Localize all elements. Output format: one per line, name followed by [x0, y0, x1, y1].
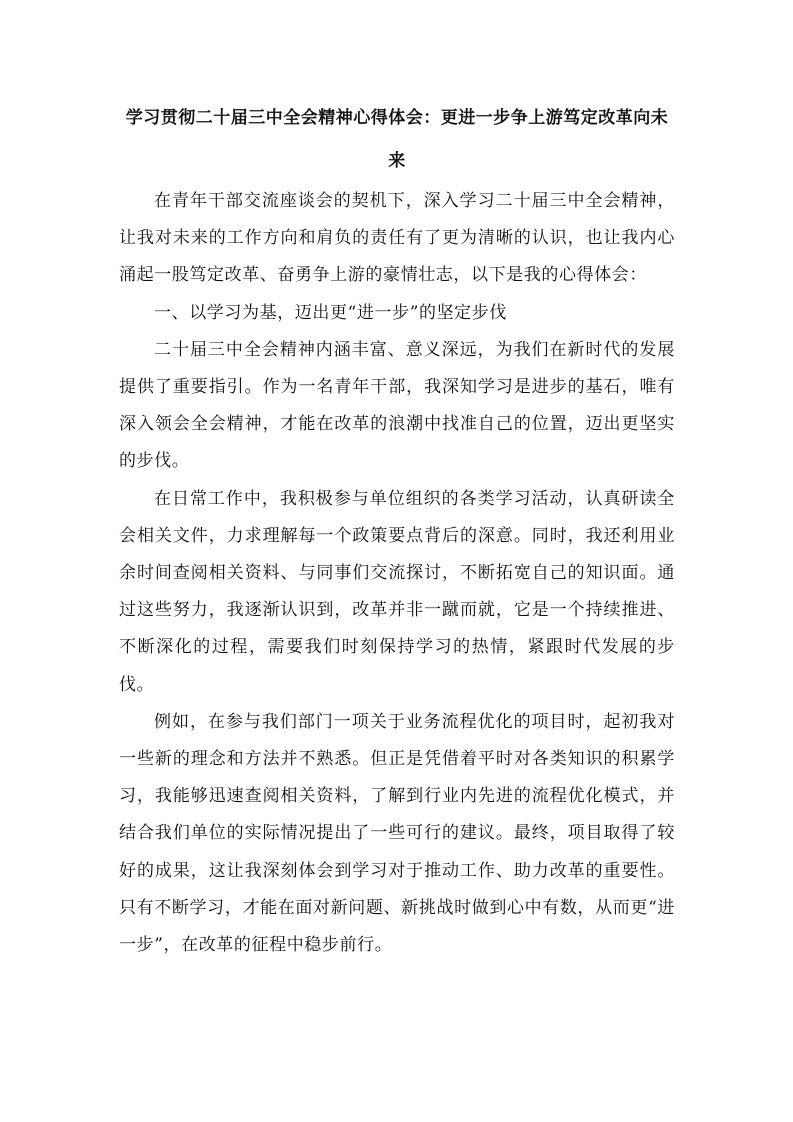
- section-1-paragraph-3: 例如，在参与我们部门一项关于业务流程优化的项目时，起初我对一些新的理念和方法并不熟悉。但正是凭借着平时对各类知识的积累学习，我能够迅速查阅相关资料，了解到行业内先进的流程优化模式，并结合我们单位的实际情况提出了一些可行的建议。最终，项目取得了较好的成果，这让我深刻体会到学习对于推动工作、助力改革的重要性。只有不断学习，才能在面对新问题、新挑战时做到心中有数，从而更“进一步”，在改革的征程中稳步前行。: [119, 711, 675, 956]
- section-1-paragraph-1: 二十届三中全会精神内涵丰富、意义深远，为我们在新时代的发展提供了重要指引。作为一名青年干部，我深知学习是进步的基石，唯有深入领会全会精神，才能在改革的浪潮中找准自己的位置，迈出更坚实的步伐。: [119, 339, 675, 472]
- section-1-heading: 一、以学习为基，迈出更“进一步”的坚定步伐: [154, 302, 507, 323]
- section-1-paragraph-2: 在日常工作中，我积极参与单位组织的各类学习活动，认真研读全会相关文件，力求理解每一个政策要点背后的深意。同时，我还利用业余时间查阅相关资料、与同事们交流探讨，不断拓宽自己的知识面。通过这些努力，我逐渐认识到，改革并非一蹴而就，它是一个持续推进、不断深化的过程，需要我们时刻保持学习的热情，紧跟时代发展的步伐。: [119, 488, 675, 695]
- intro-paragraph: 在青年干部交流座谈会的契机下，深入学习二十届三中全会精神，让我对未来的工作方向和肩负的责任有了更为清晰的认识，也让我内心涌起一股笃定改革、奋勇争上游的豪情壮志，以下是我的心得体会：: [119, 191, 675, 286]
- document-body: [119, 97, 675, 964]
- document-title: 学习贯彻二十届三中全会精神心得体会：更进一步争上游笃定改革向未来: [125, 108, 669, 171]
